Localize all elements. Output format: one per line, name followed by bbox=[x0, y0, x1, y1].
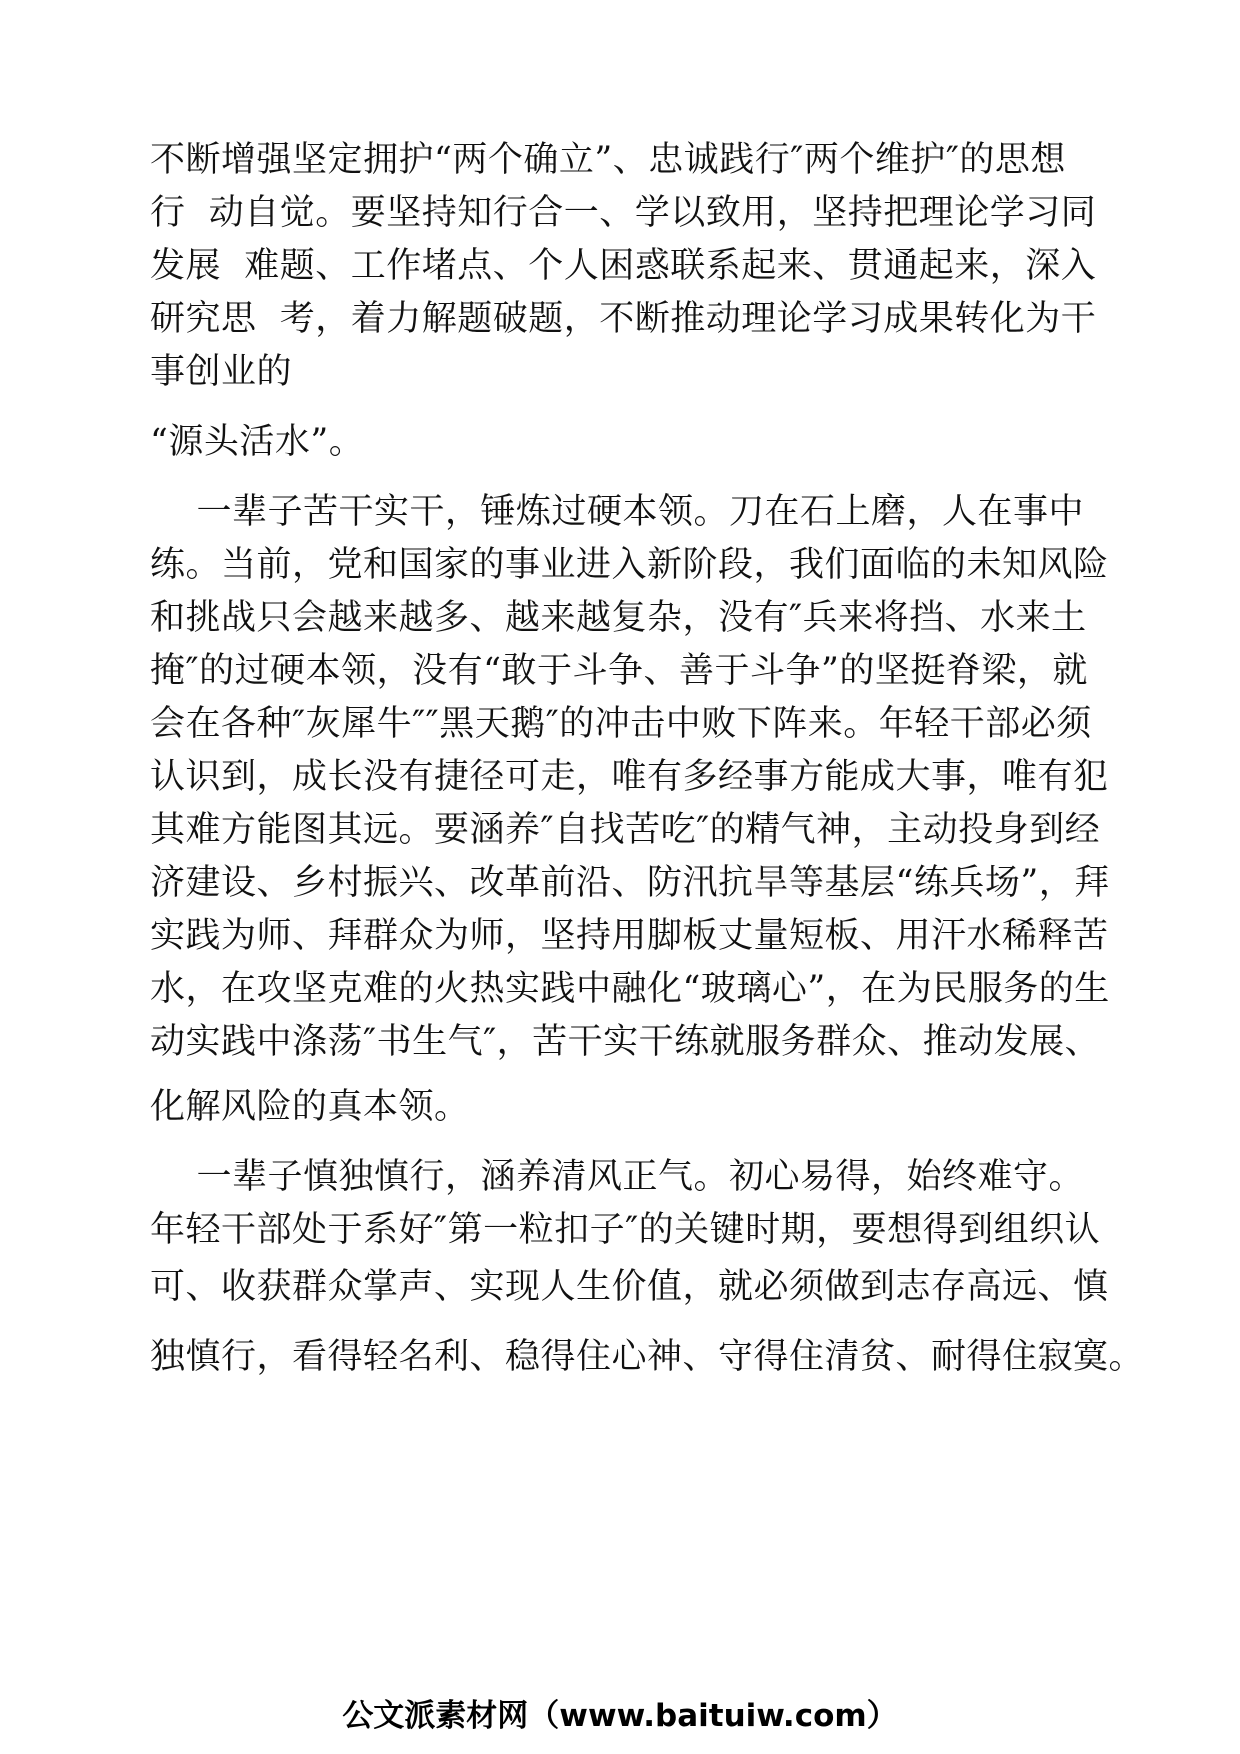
paragraph-2-line-10: 水，在攻坚克难的火热实践中融化“玻璃心”，在为民服务的生 bbox=[150, 969, 1110, 1009]
paragraph-2-line-9: 实践为师、拜群众为师，坚持用脚板丈量短板、用汗水稀释苦 bbox=[150, 916, 1109, 956]
paragraph-2-line-12: 化解风险的真本领。 bbox=[150, 1087, 470, 1127]
paragraph-2-line-5: 会在各种″灰犀牛″″黑天鹅″的冲击中败下阵来。年轻干部必须 bbox=[150, 704, 1092, 744]
paragraph-1-line-3: 发展 难题、工作堵点、个人困惑联系起来、贯通起来，深入 bbox=[150, 246, 1097, 286]
paragraph-2-line-11: 动实践中涤荡″书生气″，苦干实干练就服务群众、推动发展、 bbox=[150, 1022, 1101, 1062]
paragraph-2-line-6: 认识到，成长没有捷径可走，唯有多经事方能成大事，唯有犯 bbox=[150, 757, 1109, 797]
paragraph-2-line-2: 练。当前，党和国家的事业进入新阶段，我们面临的未知风险 bbox=[150, 545, 1109, 585]
paragraph-1-line-5: 事创业的 bbox=[150, 352, 293, 392]
paragraph-1-line-4: 研究思 考，着力解题破题，不断推动理论学习成果转化为干 bbox=[150, 299, 1097, 339]
paragraph-1-line-6: “源头活水”。 bbox=[150, 422, 365, 462]
paragraph-3-line-4: 独慎行，看得轻名利、稳得住心神、守得住清贫、耐得住寂寞。 bbox=[150, 1337, 1145, 1377]
paragraph-2-line-3: 和挑战只会越来越多、越来越复杂，没有″兵来将挡、水来土 bbox=[150, 598, 1087, 638]
paragraph-3-line-1: 一辈子慎独慎行，涵养清风正气。初心易得，始终难守。 bbox=[150, 1157, 1085, 1197]
paragraph-3-line-2: 年轻干部处于系好″第一粒扣子″的关键时期，要想得到组织认 bbox=[150, 1210, 1101, 1250]
paragraph-2-line-1: 一辈子苦干实干，锤炼过硬本领。刀在石上磨，人在事中 bbox=[150, 492, 1085, 532]
paragraph-1-line-1: 不断增强坚定拥护“两个确立”、忠诚践行″两个维护″的思想 bbox=[150, 140, 1066, 180]
paragraph-3-line-3: 可、收获群众掌声、实现人生价值，就必须做到志存高远、慎 bbox=[150, 1267, 1109, 1307]
paragraph-2-line-4: 掩″的过硬本领，没有“敢于斗争、善于斗争”的坚挺脊梁，就 bbox=[150, 651, 1088, 691]
paragraph-2-line-7: 其难方能图其远。要涵养″自找苦吃″的精气神，主动投身到经 bbox=[150, 810, 1101, 850]
footer-source: 公文派素材网（www.baituiw.com） bbox=[342, 1698, 898, 1734]
paragraph-2-line-8: 济建设、乡村振兴、改革前沿、防汛抗旱等基层“练兵场”，拜 bbox=[150, 863, 1110, 903]
paragraph-1-line-2: 行 动自觉。要坚持知行合一、学以致用，坚持把理论学习同 bbox=[150, 193, 1097, 233]
